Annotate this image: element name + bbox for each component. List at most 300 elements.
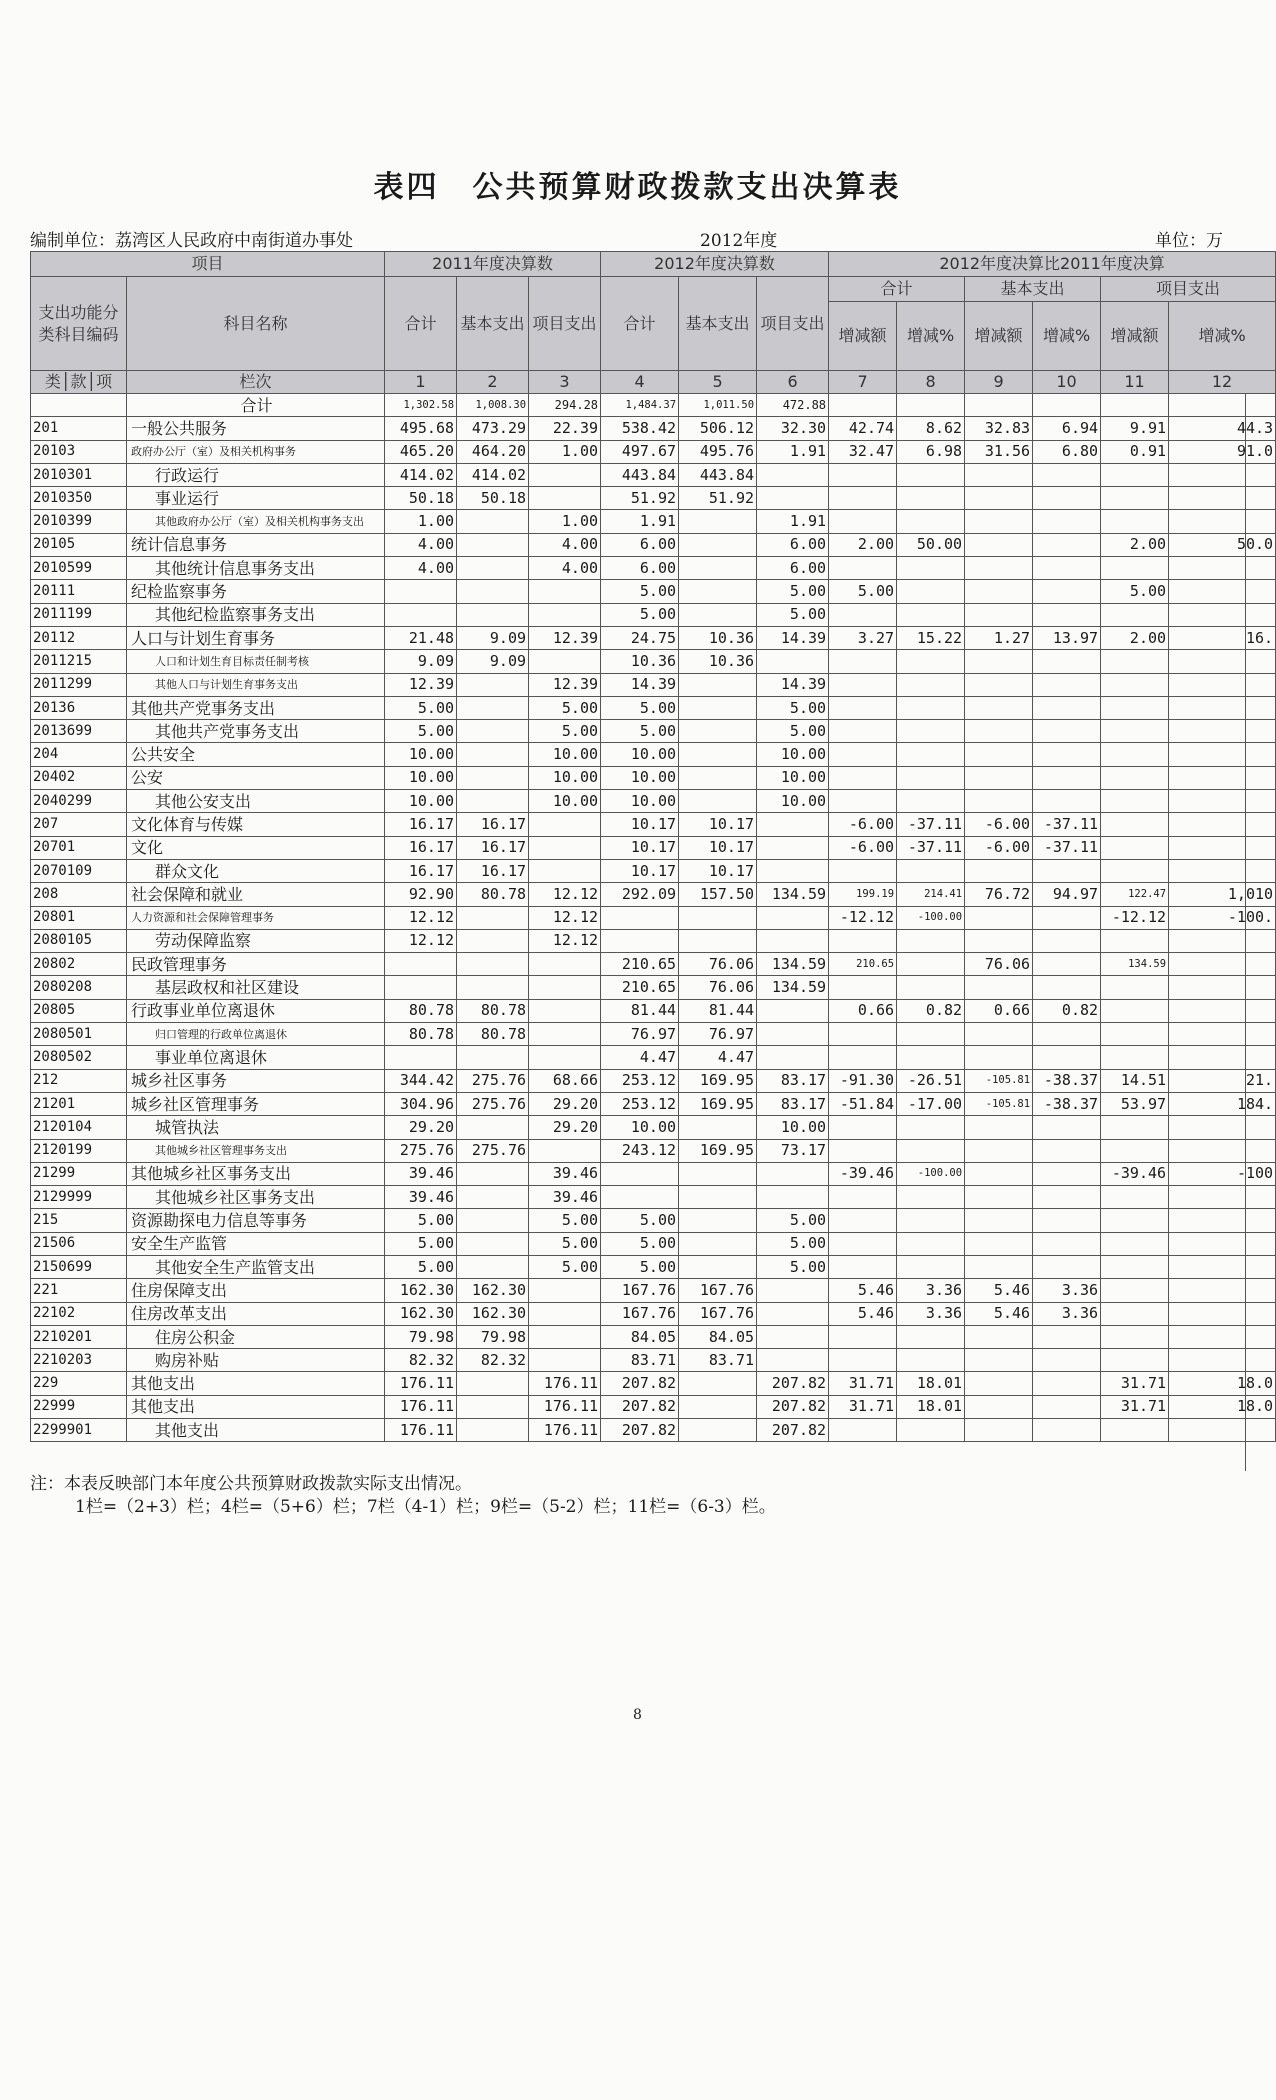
value-col-6: 207.82 xyxy=(757,1419,829,1442)
value-col-8: -26.51 xyxy=(897,1069,965,1092)
value-col-2 xyxy=(457,743,529,766)
value-col-4 xyxy=(601,1162,679,1185)
value-col-3: 10.00 xyxy=(529,766,601,789)
value-col-2 xyxy=(457,533,529,556)
value-col-2 xyxy=(457,720,529,743)
value-col-1: 5.00 xyxy=(385,1232,457,1255)
value-col-1 xyxy=(385,1046,457,1069)
value-col-6 xyxy=(757,1349,829,1372)
header-2012: 2012年度决算数 xyxy=(601,252,829,277)
value-col-10 xyxy=(1033,976,1101,999)
value-col-12 xyxy=(1169,1209,1276,1232)
value-col-7 xyxy=(829,463,897,486)
table-total-row xyxy=(31,394,1276,417)
value-col-8 xyxy=(897,580,965,603)
subject-name: 其他纪检监察事务支出 xyxy=(127,603,385,626)
subject-code: 2210203 xyxy=(31,1349,127,1372)
value-col-1: 16.17 xyxy=(385,859,457,882)
value-col-11 xyxy=(1101,696,1169,719)
value-col-6: 10.00 xyxy=(757,790,829,813)
value-col-7 xyxy=(829,1116,897,1139)
value-col-1: 82.32 xyxy=(385,1349,457,1372)
value-col-3: 29.20 xyxy=(529,1092,601,1115)
value-col-1: 275.76 xyxy=(385,1139,457,1162)
value-col-4 xyxy=(601,906,679,929)
value-col-1: 465.20 xyxy=(385,440,457,463)
subject-code: 2010399 xyxy=(31,510,127,533)
value-col-7 xyxy=(829,1023,897,1046)
value-col-6: 134.59 xyxy=(757,976,829,999)
header-2012-total: 合计 xyxy=(601,277,679,371)
value-col-6 xyxy=(757,487,829,510)
value-col-6 xyxy=(757,906,829,929)
value-col-6: 472.88 xyxy=(757,394,829,417)
value-col-2 xyxy=(457,673,529,696)
value-col-2: 16.17 xyxy=(457,813,529,836)
subject-name: 其他支出 xyxy=(127,1372,385,1395)
value-col-3: 39.46 xyxy=(529,1186,601,1209)
value-col-3 xyxy=(529,1023,601,1046)
header-2011-basic: 基本支出 xyxy=(457,277,529,371)
value-col-4: 51.92 xyxy=(601,487,679,510)
value-col-4: 81.44 xyxy=(601,999,679,1022)
value-col-9 xyxy=(965,1395,1033,1418)
value-col-7 xyxy=(829,1325,897,1348)
value-col-6 xyxy=(757,999,829,1022)
value-col-8 xyxy=(897,790,965,813)
value-col-8 xyxy=(897,463,965,486)
header-row-2 xyxy=(31,277,1276,302)
value-col-12: 16. xyxy=(1169,626,1276,649)
subject-code: 215 xyxy=(31,1209,127,1232)
value-col-7: 5.46 xyxy=(829,1302,897,1325)
value-col-6: 5.00 xyxy=(757,1209,829,1232)
value-col-12 xyxy=(1169,976,1276,999)
subject-name: 纪检监察事务 xyxy=(127,580,385,603)
value-col-6: 6.00 xyxy=(757,557,829,580)
value-col-6: 10.00 xyxy=(757,766,829,789)
value-col-1: 80.78 xyxy=(385,999,457,1022)
value-col-9: 5.46 xyxy=(965,1279,1033,1302)
value-col-5 xyxy=(679,510,757,533)
header-lanci: 栏次 xyxy=(127,371,385,394)
value-col-1: 5.00 xyxy=(385,1209,457,1232)
value-col-1: 5.00 xyxy=(385,696,457,719)
value-col-3 xyxy=(529,999,601,1022)
value-col-12: 50.0 xyxy=(1169,533,1276,556)
value-col-9 xyxy=(965,463,1033,486)
value-col-5 xyxy=(679,1116,757,1139)
value-col-3 xyxy=(529,1046,601,1069)
subject-name: 合计 xyxy=(127,394,385,417)
subject-code: 2080501 xyxy=(31,1023,127,1046)
value-col-9 xyxy=(965,1186,1033,1209)
value-col-1: 5.00 xyxy=(385,1255,457,1278)
subject-code: 20111 xyxy=(31,580,127,603)
value-col-4: 10.17 xyxy=(601,859,679,882)
table-row xyxy=(31,650,1276,673)
value-col-9 xyxy=(965,580,1033,603)
value-col-6: 134.59 xyxy=(757,953,829,976)
value-col-3 xyxy=(529,836,601,859)
value-col-10: 6.80 xyxy=(1033,440,1101,463)
value-col-10: -37.11 xyxy=(1033,813,1101,836)
value-col-10 xyxy=(1033,510,1101,533)
value-col-2 xyxy=(457,929,529,952)
value-col-3: 29.20 xyxy=(529,1116,601,1139)
value-col-12 xyxy=(1169,1186,1276,1209)
subject-code xyxy=(31,394,127,417)
subject-code: 2080502 xyxy=(31,1046,127,1069)
value-col-8 xyxy=(897,1116,965,1139)
subject-name: 行政事业单位离退休 xyxy=(127,999,385,1022)
value-col-12 xyxy=(1169,1419,1276,1442)
value-col-7 xyxy=(829,1186,897,1209)
value-col-6 xyxy=(757,836,829,859)
value-col-6: 207.82 xyxy=(757,1372,829,1395)
table-row xyxy=(31,906,1276,929)
subject-code: 2011199 xyxy=(31,603,127,626)
value-col-1: 176.11 xyxy=(385,1395,457,1418)
subject-name: 资源勘探电力信息等事务 xyxy=(127,1209,385,1232)
header-cmp-project: 项目支出 xyxy=(1101,277,1276,302)
value-col-2 xyxy=(457,1186,529,1209)
value-col-3: 5.00 xyxy=(529,696,601,719)
value-col-4: 5.00 xyxy=(601,720,679,743)
value-col-12 xyxy=(1169,1279,1276,1302)
value-col-5 xyxy=(679,557,757,580)
value-col-8: 15.22 xyxy=(897,626,965,649)
col-number: 1 xyxy=(385,371,457,394)
value-col-9 xyxy=(965,696,1033,719)
value-col-5 xyxy=(679,603,757,626)
value-col-1: 1.00 xyxy=(385,510,457,533)
value-col-4: 167.76 xyxy=(601,1302,679,1325)
subject-name: 其他公安支出 xyxy=(127,790,385,813)
value-col-9 xyxy=(965,859,1033,882)
fiscal-year: 2012年度 xyxy=(700,231,778,251)
subject-name: 一般公共服务 xyxy=(127,417,385,440)
subject-code: 2080105 xyxy=(31,929,127,952)
value-col-2: 275.76 xyxy=(457,1139,529,1162)
value-col-8 xyxy=(897,859,965,882)
value-col-6: 1.91 xyxy=(757,440,829,463)
value-col-10 xyxy=(1033,790,1101,813)
value-col-10 xyxy=(1033,463,1101,486)
value-col-8 xyxy=(897,1255,965,1278)
subject-name: 其他城乡社区事务支出 xyxy=(127,1162,385,1185)
value-col-2: 414.02 xyxy=(457,463,529,486)
value-col-6: 5.00 xyxy=(757,1232,829,1255)
value-col-5 xyxy=(679,1162,757,1185)
value-col-6: 6.00 xyxy=(757,533,829,556)
value-col-3 xyxy=(529,953,601,976)
table-row xyxy=(31,720,1276,743)
value-col-9 xyxy=(965,766,1033,789)
value-col-8: 0.82 xyxy=(897,999,965,1022)
value-col-8: 50.00 xyxy=(897,533,965,556)
value-col-7: 31.71 xyxy=(829,1395,897,1418)
subject-code: 21299 xyxy=(31,1162,127,1185)
value-col-5: 81.44 xyxy=(679,999,757,1022)
value-col-12 xyxy=(1169,1023,1276,1046)
table-row xyxy=(31,929,1276,952)
subject-code: 2010599 xyxy=(31,557,127,580)
value-col-2: 275.76 xyxy=(457,1069,529,1092)
value-col-8: -37.11 xyxy=(897,836,965,859)
value-col-12: -100 xyxy=(1169,1162,1276,1185)
value-col-2: 9.09 xyxy=(457,626,529,649)
subject-name: 购房补贴 xyxy=(127,1349,385,1372)
table-row xyxy=(31,1139,1276,1162)
value-col-6: 14.39 xyxy=(757,626,829,649)
value-col-2: 82.32 xyxy=(457,1349,529,1372)
table-row xyxy=(31,1232,1276,1255)
value-col-1: 10.00 xyxy=(385,766,457,789)
value-col-4: 10.17 xyxy=(601,836,679,859)
subject-code: 20701 xyxy=(31,836,127,859)
value-col-6: 207.82 xyxy=(757,1395,829,1418)
value-col-3: 39.46 xyxy=(529,1162,601,1185)
value-col-12: -100. xyxy=(1169,906,1276,929)
value-col-3: 5.00 xyxy=(529,1255,601,1278)
value-col-4 xyxy=(601,1186,679,1209)
subject-name: 人口和计划生育目标责任制考核 xyxy=(127,650,385,673)
value-col-5: 443.84 xyxy=(679,463,757,486)
value-col-2 xyxy=(457,1116,529,1139)
value-col-5: 157.50 xyxy=(679,883,757,906)
value-col-7: -51.84 xyxy=(829,1092,897,1115)
subject-code: 20136 xyxy=(31,696,127,719)
value-col-1 xyxy=(385,953,457,976)
value-col-5: 76.06 xyxy=(679,953,757,976)
subject-code: 20801 xyxy=(31,906,127,929)
value-col-1 xyxy=(385,976,457,999)
subject-name: 其他支出 xyxy=(127,1419,385,1442)
header-subject-name: 科目名称 xyxy=(127,277,385,371)
header-inc-pct: 增减% xyxy=(897,302,965,371)
subject-name: 其他安全生产监管支出 xyxy=(127,1255,385,1278)
value-col-7 xyxy=(829,1046,897,1069)
value-col-7 xyxy=(829,1255,897,1278)
col-number: 11 xyxy=(1101,371,1169,394)
col-number: 2 xyxy=(457,371,529,394)
value-col-3 xyxy=(529,1302,601,1325)
header-cmp-total: 合计 xyxy=(829,277,965,302)
value-col-10 xyxy=(1033,696,1101,719)
value-col-11 xyxy=(1101,720,1169,743)
value-col-8 xyxy=(897,394,965,417)
value-col-12 xyxy=(1169,603,1276,626)
value-col-9 xyxy=(965,1325,1033,1348)
value-col-10 xyxy=(1033,743,1101,766)
table-row xyxy=(31,1349,1276,1372)
value-col-2: 162.30 xyxy=(457,1279,529,1302)
value-col-5 xyxy=(679,790,757,813)
value-col-11: 31.71 xyxy=(1101,1395,1169,1418)
value-col-11 xyxy=(1101,1349,1169,1372)
table-row xyxy=(31,1395,1276,1418)
value-col-11 xyxy=(1101,1302,1169,1325)
value-col-1: 304.96 xyxy=(385,1092,457,1115)
subject-code: 2120104 xyxy=(31,1116,127,1139)
value-col-9 xyxy=(965,1255,1033,1278)
value-col-4: 5.00 xyxy=(601,580,679,603)
subject-name: 社会保障和就业 xyxy=(127,883,385,906)
header-lei-kuan-xiang: 类│款│项 xyxy=(31,371,127,394)
value-col-2 xyxy=(457,1419,529,1442)
subject-code: 22999 xyxy=(31,1395,127,1418)
value-col-10 xyxy=(1033,906,1101,929)
value-col-7: -6.00 xyxy=(829,836,897,859)
value-col-5 xyxy=(679,1419,757,1442)
value-col-9: 76.06 xyxy=(965,953,1033,976)
value-col-2 xyxy=(457,1372,529,1395)
subject-code: 207 xyxy=(31,813,127,836)
value-col-9 xyxy=(965,1139,1033,1162)
value-col-9 xyxy=(965,1162,1033,1185)
value-col-3: 5.00 xyxy=(529,720,601,743)
subject-name: 其他共产党事务支出 xyxy=(127,720,385,743)
value-col-10 xyxy=(1033,953,1101,976)
value-col-5: 10.17 xyxy=(679,859,757,882)
header-item: 项目 xyxy=(31,252,385,277)
value-col-8 xyxy=(897,1023,965,1046)
subject-code: 20112 xyxy=(31,626,127,649)
value-col-9 xyxy=(965,1349,1033,1372)
value-col-2: 9.09 xyxy=(457,650,529,673)
value-col-9 xyxy=(965,906,1033,929)
value-col-8 xyxy=(897,510,965,533)
value-col-9: -6.00 xyxy=(965,836,1033,859)
subject-name: 城管执法 xyxy=(127,1116,385,1139)
value-col-5: 495.76 xyxy=(679,440,757,463)
subject-name: 人力资源和社会保障管理事务 xyxy=(127,906,385,929)
header-comparison: 2012年度决算比2011年度决算 xyxy=(829,252,1276,277)
value-col-12: 184. xyxy=(1169,1092,1276,1115)
value-col-2: 80.78 xyxy=(457,1023,529,1046)
table-row xyxy=(31,1302,1276,1325)
subject-name: 其他人口与计划生育事务支出 xyxy=(127,673,385,696)
value-col-8 xyxy=(897,650,965,673)
value-col-8 xyxy=(897,1419,965,1442)
value-col-6 xyxy=(757,859,829,882)
value-col-2 xyxy=(457,1232,529,1255)
value-col-7 xyxy=(829,1139,897,1162)
subject-name: 其他统计信息事务支出 xyxy=(127,557,385,580)
table-row xyxy=(31,626,1276,649)
header-inc-pct: 增减% xyxy=(1033,302,1101,371)
subject-name: 其他支出 xyxy=(127,1395,385,1418)
value-col-12 xyxy=(1169,696,1276,719)
value-col-11: 14.51 xyxy=(1101,1069,1169,1092)
value-col-3: 4.00 xyxy=(529,533,601,556)
value-col-6 xyxy=(757,1186,829,1209)
value-col-10 xyxy=(1033,1046,1101,1069)
value-col-11 xyxy=(1101,1139,1169,1162)
value-col-2: 50.18 xyxy=(457,487,529,510)
value-col-3: 10.00 xyxy=(529,743,601,766)
subject-name: 其他城乡社区管理事务支出 xyxy=(127,1139,385,1162)
value-col-4: 210.65 xyxy=(601,976,679,999)
value-col-5 xyxy=(679,766,757,789)
value-col-10 xyxy=(1033,1023,1101,1046)
value-col-12 xyxy=(1169,999,1276,1022)
value-col-12 xyxy=(1169,743,1276,766)
value-col-9: -105.81 xyxy=(965,1092,1033,1115)
value-col-3 xyxy=(529,1139,601,1162)
value-col-4: 443.84 xyxy=(601,463,679,486)
value-col-6: 5.00 xyxy=(757,603,829,626)
value-col-6 xyxy=(757,1162,829,1185)
table-row xyxy=(31,1092,1276,1115)
value-col-1 xyxy=(385,580,457,603)
col-number: 9 xyxy=(965,371,1033,394)
subject-name: 文化体育与传媒 xyxy=(127,813,385,836)
subject-code: 2129999 xyxy=(31,1186,127,1209)
value-col-4: 497.67 xyxy=(601,440,679,463)
value-col-11 xyxy=(1101,1279,1169,1302)
subject-name: 其他共产党事务支出 xyxy=(127,696,385,719)
value-col-5: 10.36 xyxy=(679,650,757,673)
value-col-12 xyxy=(1169,813,1276,836)
value-col-4: 5.00 xyxy=(601,1232,679,1255)
value-col-2 xyxy=(457,1046,529,1069)
value-col-11 xyxy=(1101,1046,1169,1069)
value-col-3: 1.00 xyxy=(529,510,601,533)
value-col-12 xyxy=(1169,953,1276,976)
value-col-7: 32.47 xyxy=(829,440,897,463)
value-col-12 xyxy=(1169,510,1276,533)
col-number: 10 xyxy=(1033,371,1101,394)
value-col-8 xyxy=(897,557,965,580)
subject-name: 劳动保障监察 xyxy=(127,929,385,952)
subject-name: 统计信息事务 xyxy=(127,533,385,556)
value-col-10: -37.11 xyxy=(1033,836,1101,859)
value-col-11: 5.00 xyxy=(1101,580,1169,603)
value-col-6: 83.17 xyxy=(757,1069,829,1092)
header-2011-total: 合计 xyxy=(385,277,457,371)
value-col-2: 80.78 xyxy=(457,999,529,1022)
value-col-9 xyxy=(965,1372,1033,1395)
value-col-12 xyxy=(1169,557,1276,580)
subject-code: 2010350 xyxy=(31,487,127,510)
value-col-7 xyxy=(829,394,897,417)
value-col-10 xyxy=(1033,1395,1101,1418)
value-col-4: 10.00 xyxy=(601,766,679,789)
value-col-1: 4.00 xyxy=(385,533,457,556)
subject-code: 2013699 xyxy=(31,720,127,743)
value-col-5 xyxy=(679,1232,757,1255)
subject-name: 事业运行 xyxy=(127,487,385,510)
value-col-7: 199.19 xyxy=(829,883,897,906)
value-col-1: 16.17 xyxy=(385,836,457,859)
subject-name: 住房保障支出 xyxy=(127,1279,385,1302)
value-col-8 xyxy=(897,1325,965,1348)
value-col-9: 31.56 xyxy=(965,440,1033,463)
value-col-4: 5.00 xyxy=(601,696,679,719)
value-col-4: 207.82 xyxy=(601,1419,679,1442)
table-row xyxy=(31,1372,1276,1395)
value-col-6 xyxy=(757,463,829,486)
value-col-10 xyxy=(1033,1325,1101,1348)
value-col-5: 169.95 xyxy=(679,1139,757,1162)
value-col-9 xyxy=(965,790,1033,813)
value-col-9: 76.72 xyxy=(965,883,1033,906)
value-col-8 xyxy=(897,673,965,696)
value-col-2 xyxy=(457,1162,529,1185)
value-col-5: 84.05 xyxy=(679,1325,757,1348)
